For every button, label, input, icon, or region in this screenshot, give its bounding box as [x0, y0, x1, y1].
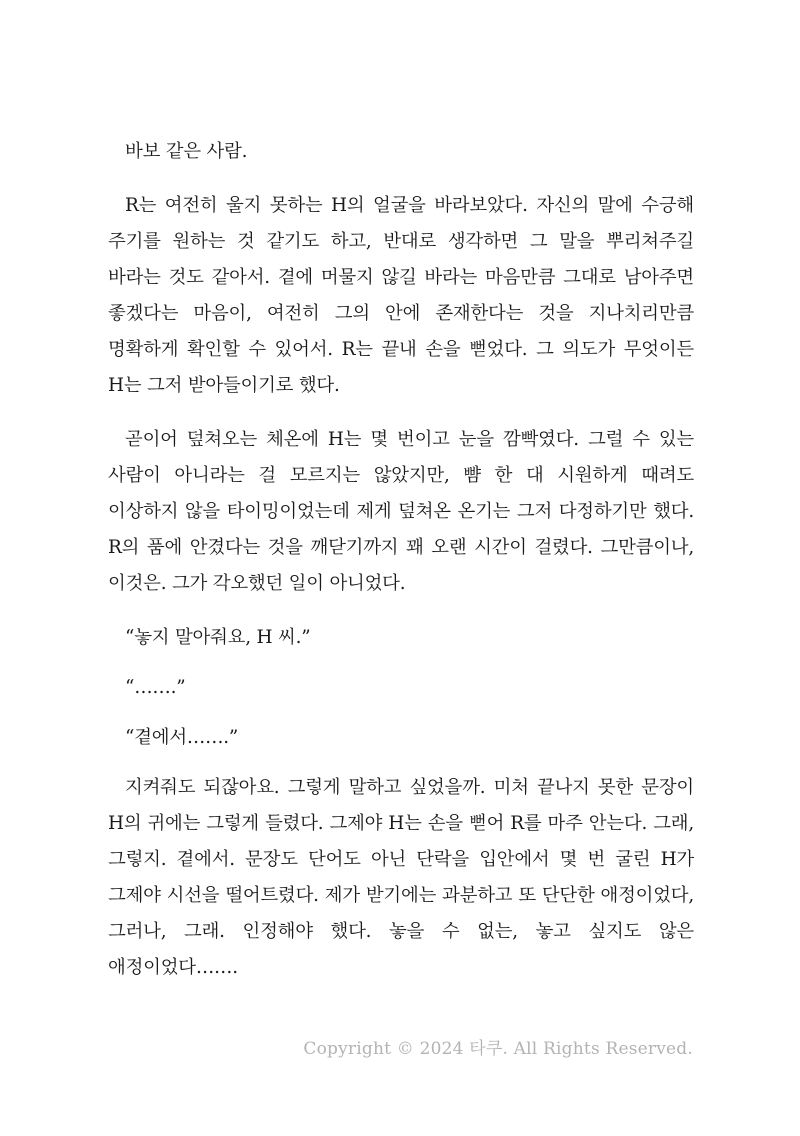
dialogue-line: “곁에서…….”	[125, 727, 239, 748]
paragraph: 지켜줘도 되잖아요. 그렇게 말하고 싶었을까. 미처 끝나지 못한 문장이 H의 귀에는 그렇게 들렸다. 그제야 H는 손을 뻗어 R를 마주 안는다. 그래, 그렇지. 곁에서. 문장도 단어도 아닌 단락을 입안에서 몇 번 굴린 H가 그제야 시선을 떨어트렸다. 제가 받기에는 과분하고 또 단단한 애정이었다, 그러나, 그래. 인정해야 했다. 놓을 수 없는, 놓고 싶지도 않은 애정이었다…….	[108, 777, 694, 978]
document-body	[108, 134, 694, 1004]
paragraph: R는 여전히 울지 못하는 H의 얼굴을 바라보았다. 자신의 말에 수긍해 주기를 원하는 것 같기도 하고, 반대로 생각하면 그 말을 뿌리쳐주길 바라는 것도 같아서. 곁에 머물지 않길 바라는 마음만큼 그대로 남아주면 좋겠다는 마음이, 여전히 그의 안에 존재한다는 것을 지나치리만큼 명확하게 확인할 수 있어서. R는 끝내 손을 뻗었다. 그 의도가 무엇이든 H는 그저 받아들이기로 했다.	[108, 195, 694, 396]
paragraph: 곧이어 덮쳐오는 체온에 H는 몇 번이고 눈을 깜빡였다. 그럴 수 있는 사람이 아니라는 걸 모르지는 않았지만, 뺨 한 대 시원하게 때려도 이상하지 않을 타이밍이었는데 제게 덮쳐온 온기는 그저 다정하기만 했다. R의 품에 안겼다는 것을 깨닫기까지 꽤 오랜 시간이 걸렸다. 그만큼이나, 이것은. 그가 각오했던 일이 아니었다.	[108, 429, 694, 594]
dialogue-line: “…….”	[125, 677, 186, 698]
paragraph: 바보 같은 사람.	[125, 141, 248, 162]
dialogue-line: “놓지 말아줘요, H 씨.”	[125, 627, 311, 648]
copyright-footer: Copyright © 2024 타쿠. All Rights Reserved.	[303, 1039, 693, 1059]
